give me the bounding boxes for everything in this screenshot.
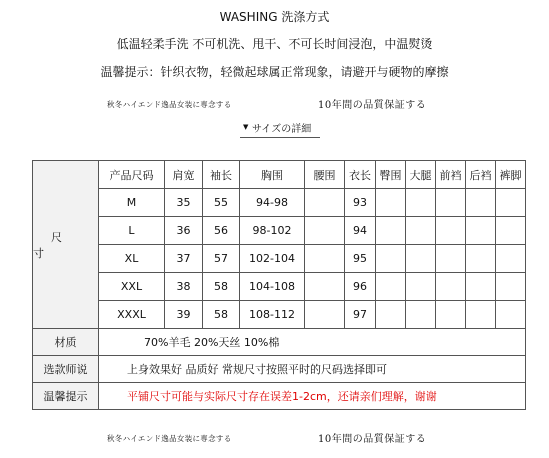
cell-size: M — [99, 189, 165, 217]
cell-shoulder: 35 — [165, 189, 203, 217]
stylist-note-label: 选款师说 — [33, 356, 99, 383]
cell-front-rise — [436, 245, 466, 273]
column-header-hem: 裤脚 — [496, 161, 526, 189]
table-row — [33, 189, 526, 217]
column-header-hip: 臀围 — [376, 161, 406, 189]
cell-hem — [496, 189, 526, 217]
cell-hip — [376, 189, 406, 217]
cell-size: XXXL — [99, 301, 165, 329]
tip-value: 平铺尺寸可能与实际尺寸存在误差1-2cm，还请亲们理解，谢谢 — [99, 383, 526, 410]
cell-thigh — [406, 217, 436, 245]
banner-bottom-right-text: 10年間の品質保証する — [318, 434, 427, 445]
cell-back-rise — [466, 189, 496, 217]
column-header-size: 产品尺码 — [99, 161, 165, 189]
size-details-label: サイズの詳細 — [252, 124, 312, 135]
cell-length: 97 — [345, 301, 376, 329]
cell-waist — [305, 189, 345, 217]
cell-shoulder: 37 — [165, 245, 203, 273]
cell-chest: 98-102 — [240, 217, 305, 245]
banner-top — [0, 93, 549, 115]
size-details-heading — [0, 118, 549, 138]
cell-back-rise — [466, 301, 496, 329]
cell-thigh — [406, 273, 436, 301]
washing-title: WASHING 洗涤方式 — [219, 10, 330, 24]
tip-row — [33, 383, 526, 410]
cell-front-rise — [436, 301, 466, 329]
washing-tip: 温馨提示：针织衣物，轻微起球属正常现象，请避开与硬物的摩擦 — [100, 65, 449, 79]
cell-waist — [305, 245, 345, 273]
material-row — [33, 329, 526, 356]
cell-front-rise — [436, 189, 466, 217]
size-row-label — [33, 161, 99, 329]
stylist-note-row — [33, 356, 526, 383]
cell-size: L — [99, 217, 165, 245]
cell-back-rise — [466, 217, 496, 245]
cell-front-rise — [436, 273, 466, 301]
table-row — [33, 217, 526, 245]
cell-front-rise — [436, 217, 466, 245]
cell-sleeve: 58 — [203, 273, 240, 301]
cell-hip — [376, 217, 406, 245]
column-header-shoulder: 肩宽 — [165, 161, 203, 189]
cell-length: 93 — [345, 189, 376, 217]
banner-bottom-left-text: 秋冬ハイエンド逸品女装に専念する — [107, 434, 232, 443]
cell-chest: 102-104 — [240, 245, 305, 273]
cell-hem — [496, 301, 526, 329]
cell-thigh — [406, 245, 436, 273]
cell-sleeve: 55 — [203, 189, 240, 217]
table-row — [33, 245, 526, 273]
washing-instructions: 低温轻柔手洗 不可机洗、甩干、不可长时间浸泡，中温熨烫 — [116, 37, 433, 51]
cell-hem — [496, 217, 526, 245]
cell-chest: 108-112 — [240, 301, 305, 329]
cell-waist — [305, 217, 345, 245]
cell-chest: 104-108 — [240, 273, 305, 301]
cell-shoulder: 36 — [165, 217, 203, 245]
table-header-row — [33, 161, 526, 189]
cell-back-rise — [466, 273, 496, 301]
cell-length: 95 — [345, 245, 376, 273]
cell-hem — [496, 273, 526, 301]
cell-hip — [376, 245, 406, 273]
cell-size: XXL — [99, 273, 165, 301]
banner-top-left-text: 秋冬ハイエンド逸品女装に専念する — [107, 100, 232, 109]
material-value: 70%羊毛 20%天丝 10%棉 — [99, 329, 526, 356]
banner-bottom — [0, 427, 549, 449]
cell-hem — [496, 245, 526, 273]
cell-waist — [305, 273, 345, 301]
stylist-note-value: 上身效果好 品质好 常规尺寸按照平时的尺码选择即可 — [99, 356, 526, 383]
size-table — [32, 160, 526, 410]
column-header-sleeve: 袖长 — [203, 161, 240, 189]
cell-length: 94 — [345, 217, 376, 245]
cell-sleeve: 58 — [203, 301, 240, 329]
cell-chest: 94-98 — [240, 189, 305, 217]
banner-top-right-text: 10年間の品質保証する — [318, 100, 427, 111]
material-label: 材质 — [33, 329, 99, 356]
cell-shoulder: 39 — [165, 301, 203, 329]
column-header-thigh: 大腿 — [406, 161, 436, 189]
size-row-label-chi: 尺 — [51, 230, 62, 244]
column-header-waist: 腰围 — [305, 161, 345, 189]
size-row-label-cun: 寸 — [33, 246, 44, 260]
cell-waist — [305, 301, 345, 329]
tip-label: 温馨提示 — [33, 383, 99, 410]
column-header-front-rise: 前裆 — [436, 161, 466, 189]
cell-sleeve: 56 — [203, 217, 240, 245]
column-header-back-rise: 后裆 — [466, 161, 496, 189]
cell-size: XL — [99, 245, 165, 273]
cell-thigh — [406, 301, 436, 329]
cell-length: 96 — [345, 273, 376, 301]
table-row — [33, 301, 526, 329]
column-header-length: 衣长 — [345, 161, 376, 189]
table-row — [33, 273, 526, 301]
heading-underline — [240, 137, 320, 138]
cell-sleeve: 57 — [203, 245, 240, 273]
cell-shoulder: 38 — [165, 273, 203, 301]
column-header-chest: 胸围 — [240, 161, 305, 189]
cell-hip — [376, 301, 406, 329]
triangle-icon: ▼ — [243, 123, 249, 131]
cell-thigh — [406, 189, 436, 217]
cell-hip — [376, 273, 406, 301]
cell-back-rise — [466, 245, 496, 273]
